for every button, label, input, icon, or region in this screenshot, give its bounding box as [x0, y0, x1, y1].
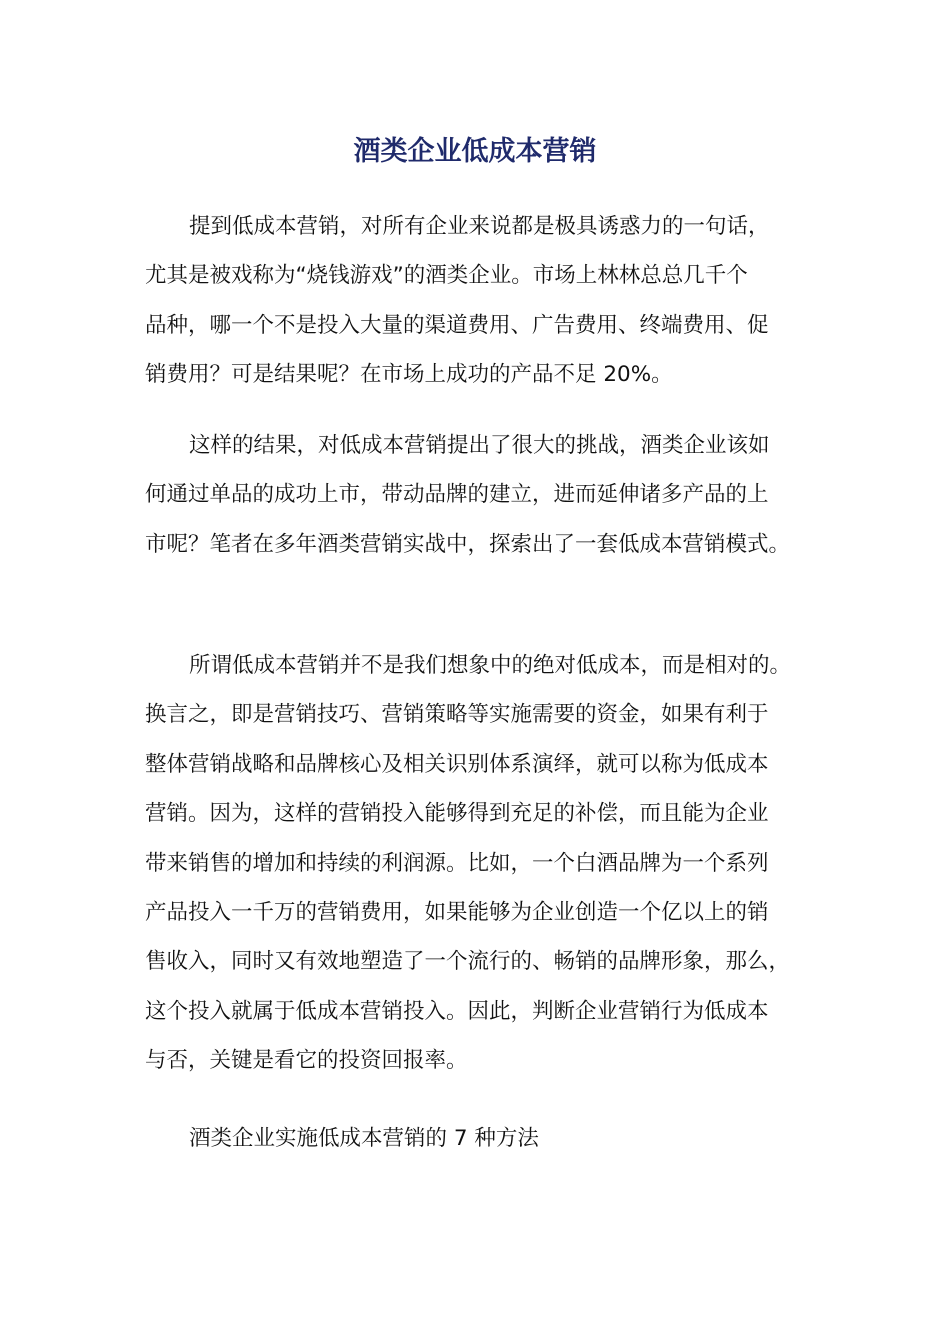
paragraph-line: 市呢？笔者在多年酒类营销实战中，探索出了一套低成本营销模式。 — [145, 531, 791, 557]
document-title: 酒类企业低成本营销 — [353, 136, 597, 167]
paragraph-line: 所谓低成本营销并不是我们想象中的绝对低成本，而是相对的。 — [189, 653, 792, 678]
paragraph-line: 带来销售的增加和持续的利润源。比如，一个白酒品牌为一个系列 — [145, 850, 769, 876]
paragraph-challenge — [145, 421, 810, 569]
section-heading-methods — [145, 1114, 810, 1163]
paragraph-line: 酒类企业实施低成本营销的 7 种方法 — [189, 1126, 539, 1151]
paragraph-definition — [145, 641, 810, 1086]
paragraph-line: 换言之，即是营销技巧、营销策略等实施需要的资金，如果有利于 — [145, 702, 769, 728]
paragraph-line: 售收入，同时又有效地塑造了一个流行的、畅销的品牌形象，那么， — [145, 949, 791, 975]
paragraph-line: 整体营销战略和品牌核心及相关识别体系演绎，就可以称为低成本 — [145, 751, 769, 777]
paragraph-line: 产品投入一千万的营销费用，如果能够为企业创造一个亿以上的销 — [145, 900, 769, 926]
paragraph-line: 营销。因为，这样的营销投入能够得到充足的补偿，而且能为企业 — [145, 801, 769, 827]
paragraph-line: 品种，哪一个不是投入大量的渠道费用、广告费用、终端费用、促 — [145, 312, 769, 338]
paragraph-line: 这样的结果，对低成本营销提出了很大的挑战，酒类企业该如 — [189, 433, 770, 458]
paragraph-line: 销费用？可是结果呢？在市场上成功的产品不足 20%。 — [145, 362, 673, 388]
paragraph-line: 何通过单品的成功上市，带动品牌的建立，进而延伸诸多产品的上 — [145, 482, 769, 508]
paragraph-intro — [145, 202, 810, 400]
paragraph-line: 这个投入就属于低成本营销投入。因此，判断企业营销行为低成本 — [145, 998, 769, 1024]
paragraph-line: 提到低成本营销，对所有企业来说都是极具诱惑力的一句话， — [189, 214, 770, 239]
paragraph-line: 与否，关键是看它的投资回报率。 — [145, 1048, 468, 1074]
paragraph-line: 尤其是被戏称为“烧钱游戏”的酒类企业。市场上林林总总几千个 — [145, 263, 748, 289]
